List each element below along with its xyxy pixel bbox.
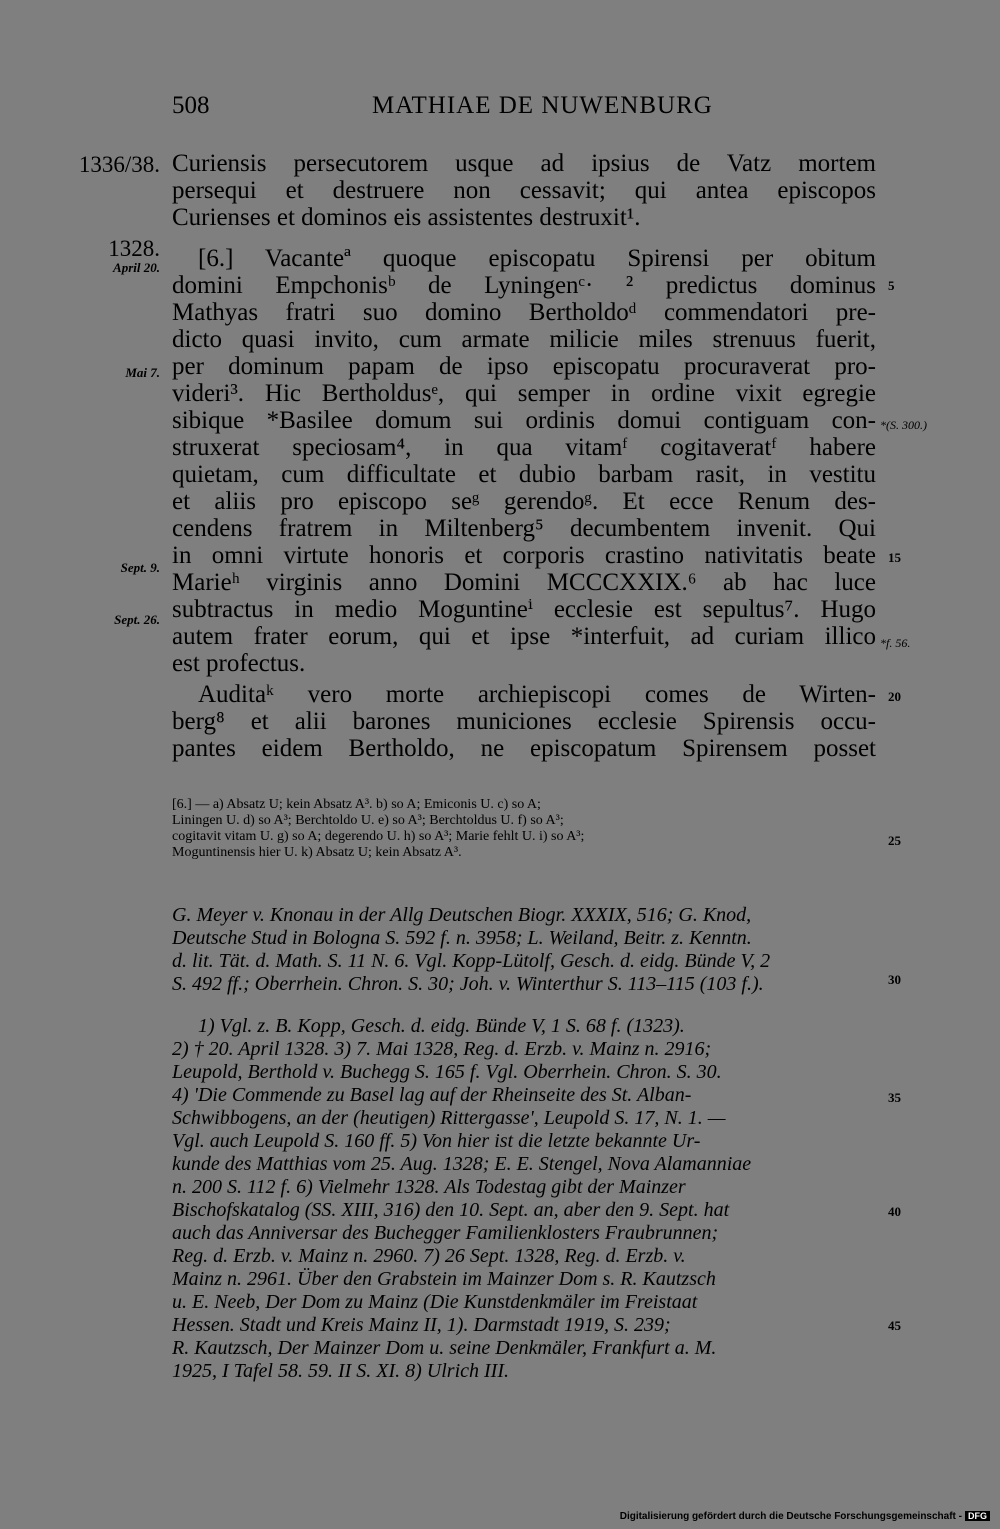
line-number: 20 [888,689,901,704]
running-title: MATHIAE DE NUWENBURG [372,92,713,119]
variant-line: Liningen U. d) so A³; Berchtoldo U. e) so A³; Berchtoldus U. f) so A³; [172,813,564,828]
text-line: et aliis pro episcopo seᵍ gerendoᵍ. Et ecce Renum des- [172,488,876,515]
variant-line: cogitavit vitam U. g) so A; degerendo U. h) so A³; Marie fehlt U. i) so A³; [172,829,585,844]
literature-line: S. 492 ff.; Oberrhein. Chron. S. 30; Joh. v. Winterthur S. 113–115 (103 f.). [172,973,764,995]
text-line: domini Empchonisᵇ de Lyningenᶜ· ² predictus dominus [172,272,876,299]
text-line: est profectus. [172,650,306,677]
line-number: 5 [888,278,895,293]
line-number: 25 [888,833,901,848]
credit-text: Digitalisierung gefördert durch die Deutsche Forschungsgemeinschaft - [619,1511,962,1522]
footnote-line: 1925, I Tafel 58. 59. II S. XI. 8) Ulrich III. [172,1360,509,1382]
text-line: Curiensis persecutorem usque ad ipsius de Vatz mortem [172,150,876,177]
folio-mark: *(S. 300.) [880,418,927,432]
margin-year: 1336/38. [78,152,160,177]
text-line: pantes eidem Bertholdo, ne episcopatum Spirensem posset [172,735,876,762]
margin-date: Mai 7. [125,365,160,380]
footnote-line: Mainz n. 2961. Über den Grabstein im Mainzer Dom s. R. Kautzsch [172,1268,716,1290]
text-line: per dominum papam de ipso episcopatu procuraverat pro- [172,353,876,380]
line-number: 30 [888,972,901,987]
text-line: Marieʰ virginis anno Domini MCCCXXIX.⁶ ab hac luce [172,569,876,596]
footnote-line: Hessen. Stadt und Kreis Mainz II, 1). Darmstadt 1919, S. 239; [172,1314,671,1336]
text-line: struxerat speciosam⁴, in qua vitamᶠ cogitaveratᶠ habere [172,434,876,461]
footnote-line: u. E. Neeb, Der Dom zu Mainz (Die Kunstdenkmäler im Freistaat [172,1291,698,1313]
literature-line: G. Meyer v. Knonau in der Allg Deutschen Biogr. XXXIX, 516; G. Knod, [172,904,752,926]
margin-year: 1328. [108,236,160,261]
text-line: subtractus in medio Moguntineⁱ ecclesie est sepultus⁷. Hugo [172,596,876,623]
footnote-line: R. Kautzsch, Der Mainzer Dom u. seine Denkmäler, Frankfurt a. M. [172,1337,717,1359]
variant-line: [6.] — a) Absatz U; kein Absatz A³. b) so A; Emiconis U. c) so A; [172,797,541,812]
text-line: autem frater eorum, qui et ipse *interfuit, ad curiam illico [172,623,876,650]
digitization-credit [620,1511,990,1522]
text-line: Auditaᵏ vero morte archiepiscopi comes de Wirten- [198,681,876,708]
text-line: berg⁸ et alii barones municiones ecclesie Spirensis occu- [172,708,876,735]
literature-line: d. lit. Tät. d. Math. S. 11 N. 6. Vgl. Kopp-Lütolf, Gesch. d. eidg. Bünde V, 2 [172,950,771,972]
footnote-line: Bischofskatalog (SS. XIII, 316) den 10. Sept. an, aber den 9. Sept. hat [172,1199,730,1221]
footnote-line: n. 200 S. 112 f. 6) Vielmehr 1328. Als Todestag gibt der Mainzer [172,1176,686,1198]
variant-line: Moguntinensis hier U. k) Absatz U; kein Absatz A³. [172,845,462,860]
text-line: [6.] Vacanteª quoque episcopatu Spirensi per obitum [198,245,876,272]
margin-date: Sept. 9. [120,560,160,575]
margin-date: April 20. [113,260,160,275]
page-number: 508 [172,92,210,119]
text-line: persequi et destruere non cessavit; qui antea episcopos [172,177,876,204]
text-line: quietam, cum difficultate et dubio barbam rasit, in vestitu [172,461,876,488]
footnote-line: 2) † 20. April 1328. 3) 7. Mai 1328, Reg. d. Erzb. v. Mainz n. 2916; [172,1038,712,1060]
text-line: videri³. Hic Bertholdusᵉ, qui semper in ordine vixit egregie [172,380,876,407]
text-line: Mathyas fratri suo domino Bertholdoᵈ commendatori pre- [172,299,876,326]
line-number: 40 [888,1204,901,1219]
text-line: cendens fratrem in Miltenberg⁵ decumbentem invenit. Qui [172,515,876,542]
line-number: 15 [888,550,901,565]
text-line: dicto quasi invito, cum armate milicie miles strenuus fuerit, [172,326,876,353]
footnote-line: Vgl. auch Leupold S. 160 ff. 5) Von hier ist die letzte bekannte Ur- [172,1130,701,1152]
text-line: sibique *Basilee domum sui ordinis domui contiguam con- [172,407,876,434]
text-line: Curienses et dominos eis assistentes destruxit¹. [172,204,641,231]
footnote-line: 4) 'Die Commende zu Basel lag auf der Rheinseite des St. Alban- [172,1084,692,1106]
footnote-line: Leupold, Berthold v. Buchegg S. 165 f. Vgl. Oberrhein. Chron. S. 30. [172,1061,722,1083]
line-number: 45 [888,1318,901,1333]
dfg-logo: DFG [965,1511,990,1521]
footnote-line: kunde des Matthias vom 25. Aug. 1328; E. E. Stengel, Nova Alamanniae [172,1153,752,1175]
text-line: in omni virtute honoris et corporis crastino nativitatis beate [172,542,876,569]
folio-mark: *f. 56. [880,636,911,650]
footnote-line: auch das Anniversar des Buchegger Familienklosters Fraubrunnen; [172,1222,719,1244]
line-number: 35 [888,1090,901,1105]
margin-date: Sept. 26. [114,612,160,627]
footnote-line: 1) Vgl. z. B. Kopp, Gesch. d. eidg. Bünde V, 1 S. 68 f. (1323). [198,1015,685,1037]
footnote-line: Reg. d. Erzb. v. Mainz n. 2960. 7) 26 Sept. 1328, Reg. d. Erzb. v. [172,1245,686,1267]
footnote-line: Schwibbogens, an der (heutigen) Rittergasse', Leupold S. 17, N. 1. — [172,1107,726,1129]
literature-line: Deutsche Stud in Bologna S. 592 f. n. 3958; L. Weiland, Beitr. z. Kenntn. [172,927,752,949]
